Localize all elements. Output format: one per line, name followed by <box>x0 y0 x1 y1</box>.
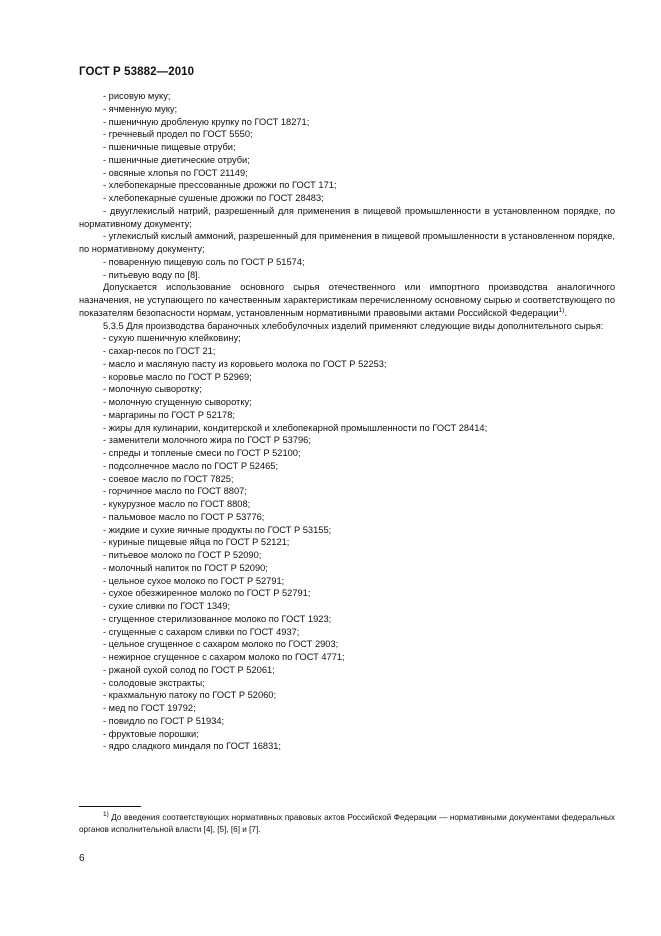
list-item: - нежирное сгущенное с сахаром молоко по ГОСТ 4771; <box>103 652 345 662</box>
raw-materials-list-additional <box>79 332 615 753</box>
list-item: - пшеничную дробленую крупку по ГОСТ 18271; <box>103 116 310 127</box>
list-item: - заменители молочного жира по ГОСТ Р 53796; <box>103 435 311 446</box>
clause-5-3-5: 5.3.5 Для производства бараночных хлебобулочных изделий применяют следующие виды дополнительного сырья: <box>103 320 604 331</box>
footnote-divider <box>79 806 141 807</box>
allowance-text: Допускается использование основного сырья отечественного или импортного производства аналогичного назначения, не уступающего по качественным характеристикам перечисленному основному сырью и соответствующего по показателям безопасности нормам, установленным нормативными правовыми актами Российской Федерации <box>79 282 615 318</box>
list-item: - ядро сладкого миндаля по ГОСТ 16831; <box>103 741 282 752</box>
list-item: - жидкие и сухие яичные продукты по ГОСТ Р 53155; <box>103 524 332 535</box>
list-item: - повидло по ГОСТ Р 51934; <box>103 715 225 726</box>
list-item: - сухую пшеничную клейковину; <box>103 333 241 344</box>
raw-materials-list-main <box>79 90 615 281</box>
list-item: - сахар-песок по ГОСТ 21; <box>103 346 216 356</box>
list-item: - сгущенное стерилизованное молоко по ГОСТ 1923; <box>103 613 332 624</box>
list-item: - маргарины по ГОСТ Р 52178; <box>103 409 235 420</box>
list-item: - молочную сгущенную сыворотку; <box>103 397 252 407</box>
list-item: - молочный напиток по ГОСТ Р 52090; <box>103 562 268 573</box>
list-item: - солодовые экстракты; <box>103 677 205 688</box>
list-item: - фруктовые порошки; <box>103 728 199 739</box>
list-item: - сухое обезжиренное молоко по ГОСТ Р 52791; <box>103 588 311 599</box>
list-item: - жиры для кулинарии, кондитерской и хлебопекарной промышленности по ГОСТ 28414; <box>103 422 488 433</box>
list-item: - цельное сгущенное с сахаром молоко по ГОСТ 2903; <box>103 639 339 650</box>
page-number: 6 <box>79 853 85 864</box>
allowance-paragraph <box>79 281 615 319</box>
list-item: - молочную сыворотку; <box>103 384 202 395</box>
list-item: - пальмовое масло по ГОСТ Р 53776; <box>103 511 265 522</box>
footnote-text: До введения соответствующих нормативных правовых актов Российской Федерации — нормативными документами федеральных органов исполнительной власти [4], [5], [6] и [7]. <box>79 813 615 834</box>
list-item: - масло и масляную пасту из коровьего молока по ГОСТ Р 52253; <box>103 358 387 369</box>
list-item: - спреды и топленые смеси по ГОСТ Р 52100; <box>103 448 301 458</box>
document-header: ГОСТ Р 53882—2010 <box>79 66 195 78</box>
footnote-marker: 1) <box>103 811 109 818</box>
document-body <box>79 90 615 753</box>
list-item: - хлебопекарные сушеные дрожжи по ГОСТ 28483; <box>103 193 324 203</box>
list-item: - углекислый кислый аммоний, разрешенный для применения в пищевой промышленности в установленном порядке, по нормативному документу; <box>79 231 615 254</box>
list-item: - пшеничные пищевые отруби; <box>103 142 236 152</box>
list-item: - кукурузное масло по ГОСТ 8808; <box>103 499 251 509</box>
list-item: - коровье масло по ГОСТ Р 52969; <box>103 371 252 382</box>
list-item: - соевое масло по ГОСТ 7825; <box>103 473 234 484</box>
list-item: - овсяные хлопья по ГОСТ 21149; <box>103 167 248 178</box>
footnote-reference: 1) <box>558 306 565 314</box>
list-item: - питьевую воду по [8]. <box>103 269 201 280</box>
list-item: - рисовую муку; <box>103 91 171 101</box>
list-item: - хлебопекарные прессованные дрожжи по ГОСТ 171; <box>103 180 337 191</box>
list-item: - двууглекислый натрий, разрешенный для применения в пищевой промышленности в установленном порядке, по нормативному документу; <box>79 205 615 229</box>
list-item: - пшеничные диетические отруби; <box>103 154 250 165</box>
list-item: - куриные пищевые яйца по ГОСТ Р 52121; <box>103 537 290 548</box>
list-item: - питьевое молоко по ГОСТ Р 52090; <box>103 550 262 560</box>
list-item: - сгущенные с сахаром сливки по ГОСТ 4937; <box>103 626 300 637</box>
list-item: - подсолнечное масло по ГОСТ Р 52465; <box>103 460 279 471</box>
list-item: - мед по ГОСТ 19792; <box>103 703 196 713</box>
list-item: - сухие сливки по ГОСТ 1349; <box>103 601 231 611</box>
list-item: - цельное сухое молоко по ГОСТ Р 52791; <box>103 575 285 586</box>
list-item: - горчичное масло по ГОСТ 8807; <box>103 486 247 497</box>
list-item: - гречневый продел по ГОСТ 5550; <box>103 129 253 140</box>
list-item: - крахмальную патоку по ГОСТ Р 52060; <box>103 690 277 701</box>
allowance-end: . <box>564 307 567 318</box>
footnote <box>79 812 615 835</box>
list-item: - ячменную муку; <box>103 103 178 114</box>
list-item: - поваренную пищевую соль по ГОСТ Р 51574; <box>103 256 305 267</box>
list-item: - ржаной сухой солод по ГОСТ Р 52061; <box>103 664 275 675</box>
